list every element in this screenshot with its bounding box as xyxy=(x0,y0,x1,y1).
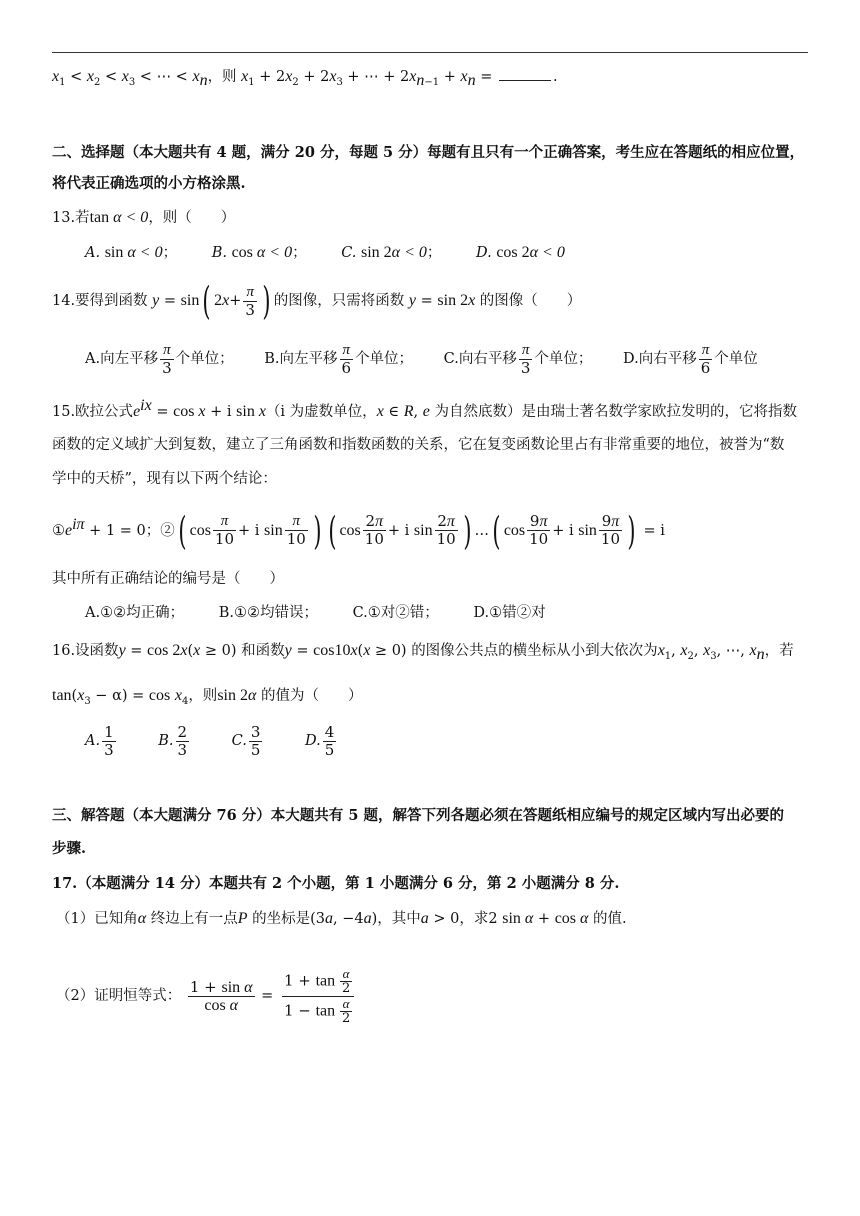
q15-options xyxy=(85,603,576,623)
q13-option-d: D. cos 2α < 0 xyxy=(475,244,565,261)
q14-suffix: 的图像（ ） xyxy=(479,293,582,309)
q14-prefix: 14.要得到函数 xyxy=(52,293,148,309)
q15-option-c: C.①对②错； xyxy=(352,605,439,621)
q15-option-b: B.①②均错误； xyxy=(218,605,318,621)
q13-options xyxy=(85,243,595,263)
q16-option-d: D. $\frac{4}{5}$ xyxy=(305,722,335,759)
q16-options xyxy=(85,720,368,762)
q17-part2: （2）证明恒等式： $\frac{\text{1 + sin α}}{\text{cos α}}$ = 1 + tan $\frac{\alpha}{2}$ 1 − tan $\frac{\alpha}{2}$ xyxy=(56,958,356,1034)
q14-options xyxy=(85,338,758,380)
q12-continuation: $x_1 < x_2 < x_3$ < ⋯ < $x_n$，则 $x_1 + 2x_2 + 2x_3$ + ⋯ + $2x_{n-1} + x_n$ = . xyxy=(52,68,558,89)
section3-heading-line1: 三、解答题（本大题满分 76 分）本大题共有 5 题，解答下列各题必须在答题纸相应编号的规定区域内写出必要的 xyxy=(52,807,784,824)
q16-option-c: C. $\frac{3}{5}$ xyxy=(231,722,261,759)
q14-option-c: C.向右平移 $\frac{\pi}{3}$ 个单位； xyxy=(443,341,593,377)
q14-option-b: B.向左平移 $\frac{\pi}{6}$ 个单位； xyxy=(264,341,414,377)
q13-stem: 13.若tan α < 0，则（ ） xyxy=(52,209,236,226)
q15-option-a: A.①②均正确； xyxy=(85,605,185,621)
q15-ask: 其中所有正确结论的编号是（ ） xyxy=(52,571,284,587)
q16-line1: 16.设函数y = cos 2x(x ≥ 0) 和函数y = cos10x(x ≥ 0) 的图像公共点的横坐标从小到大依次为$x_1$, $x_2$, $x_3$, ⋯, $x_n$，若 xyxy=(52,642,794,663)
q17-part1: （1）已知角α 终边上有一点P 的坐标是(3a, −4a)，其中a > 0，求2 sin α + cos α 的值. xyxy=(56,910,627,927)
q15-statements: $①e^{i\pi} + 1 = 0$；②( cos $\frac{\pi}{10}$ + i sin $\frac{\pi}{10}$ ) ( cos $\frac{2\pi}{10}$ + i sin $\frac{2\pi}{10}$ ) …( cos $\frac{9\pi}{10}$ + i sin $\frac{9\pi}{10}$ ) = i xyxy=(52,508,665,553)
q15-line3: 学中的天桥”，现有以下两个结论： xyxy=(52,471,277,487)
section3-heading-line2: 步骤. xyxy=(52,840,87,857)
header-rule xyxy=(52,52,808,53)
q15-line2: 函数的定义域扩大到复数，建立了三角函数和指数函数的关系，它在复变函数论里占有非常重要的地位，被誉为“数 xyxy=(52,437,785,453)
q16-option-b: B. $\frac{2}{3}$ xyxy=(158,722,188,759)
q14-option-d: D.向右平移 $\frac{\pi}{6}$ 个单位 xyxy=(623,341,758,377)
q17-title: 17.（本题满分 14 分）本题共有 2 个小题，第 1 小题满分 6 分，第 2 小题满分 8 分. xyxy=(52,875,620,892)
q14-option-a: A.向左平移 $\frac{\pi}{3}$ 个单位； xyxy=(85,341,234,377)
q13-option-a: A. sin α < 0； xyxy=(85,244,178,261)
q13-option-c: C. sin 2α < 0； xyxy=(341,244,442,261)
answer-blank xyxy=(499,66,551,81)
q15-option-d: D.①错②对 xyxy=(473,605,546,621)
q13-suffix: ，则（ ） xyxy=(148,210,236,226)
q13-prefix: 13.若 xyxy=(52,210,90,226)
q15-line1: 15.欧拉公式$e^{ix} = \cos x + i$ sin x（i 为虚数单位，x ∈ R, e 为自然底数）是由瑞士著名数学家欧拉发明的，它将指数 xyxy=(52,397,797,420)
q16-option-a: A. $\frac{1}{3}$ xyxy=(85,722,114,759)
q16-line2: $\tan(x_3 - \alpha) = \cos x_4$，则sin 2α 的值为（ ） xyxy=(52,687,363,707)
q14-mid: 的图像，只需将函数 xyxy=(273,293,405,309)
q13-option-b: B. cos α < 0； xyxy=(211,244,307,261)
section2-heading-line2: 将代表正确选项的小方格涂黑. xyxy=(52,175,246,192)
section2-heading-line1: 二、选择题（本大题共有 4 题，满分 20 分，每题 5 分）每题有且只有一个正确答案，考生应在答题纸的相应位置， xyxy=(52,144,805,161)
q14-stem: 14.要得到函数 y = sin( 2x+ $\frac{\pi}{3}$ ) 的图像，只需将函数 y = sin 2x 的图像（ ） xyxy=(52,279,582,323)
